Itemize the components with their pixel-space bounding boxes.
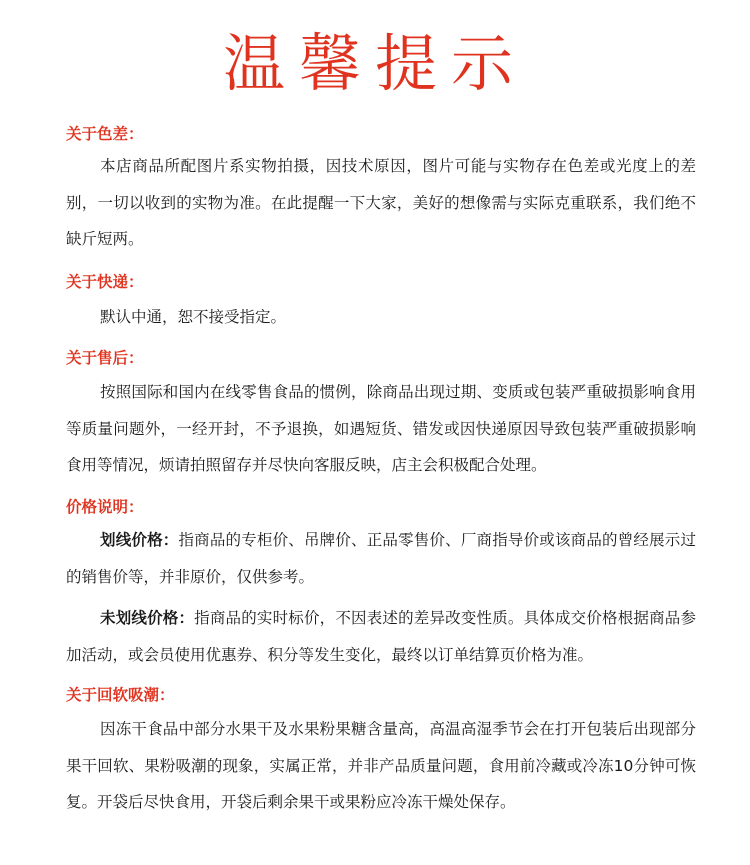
page-title: 温馨提示 xyxy=(222,27,527,100)
section-heading-moisture: 关于回软吸潮： xyxy=(66,686,175,704)
paragraph-text: 默认中通，恕不接受指定。 xyxy=(100,308,287,326)
paragraph-label: 未划线价格： xyxy=(100,609,195,627)
paragraph-text: 本店商品所配图片系实物拍摄，因技术原因，图片可能与实物存在色差或光度上的差别，一切以收到的实物为准。在此提醒一下大家，美好的想像需与实际克重联系，我们绝不缺斤短两。 xyxy=(66,157,696,248)
paragraph-text: 因冻干食品中部分水果干及水果粉果糖含量高，高温高湿季节会在打开包装后出现部分果干回软、果粉吸潮的现象，实属正常，并非产品质量问题，食用前冷藏或冷冻10分钟可恢复。开袋后尽快食用，开袋后剩余果干或果粉应冷冻干燥处保存。 xyxy=(66,720,696,811)
section-heading-price-description: 价格说明： xyxy=(66,498,144,516)
section-paragraph xyxy=(66,374,696,484)
section-paragraph xyxy=(66,299,696,336)
section-paragraph xyxy=(66,148,696,258)
paragraph-text: 按照国际和国内在线零售食品的惯例，除商品出现过期、变质或包装严重破损影响食用等质量问题外，一经开封，不予退换，如遇短货、错发或因快递原因导致包装严重破损影响食用等情况，烦请拍照留存并尽快向客服反映，店主会积极配合处理。 xyxy=(66,383,696,474)
section-heading-express: 关于快递： xyxy=(66,273,144,291)
section-paragraph xyxy=(66,711,696,821)
paragraph-text: 指商品的实时标价，不因表述的差异改变性质。具体成交价格根据商品参加活动，或会员使用优惠券、积分等发生变化，最终以订单结算页价格为准。 xyxy=(66,609,696,664)
paragraph-text: 指商品的专柜价、吊牌价、正品零售价、厂商指导价或该商品的曾经展示过的销售价等，并非原价，仅供参考。 xyxy=(66,531,696,586)
section-heading-after-sales: 关于售后： xyxy=(66,349,144,367)
section-paragraph xyxy=(66,600,696,673)
paragraph-label: 划线价格： xyxy=(100,531,179,549)
section-paragraph xyxy=(66,522,696,595)
section-heading-color-difference: 关于色差： xyxy=(66,125,144,143)
